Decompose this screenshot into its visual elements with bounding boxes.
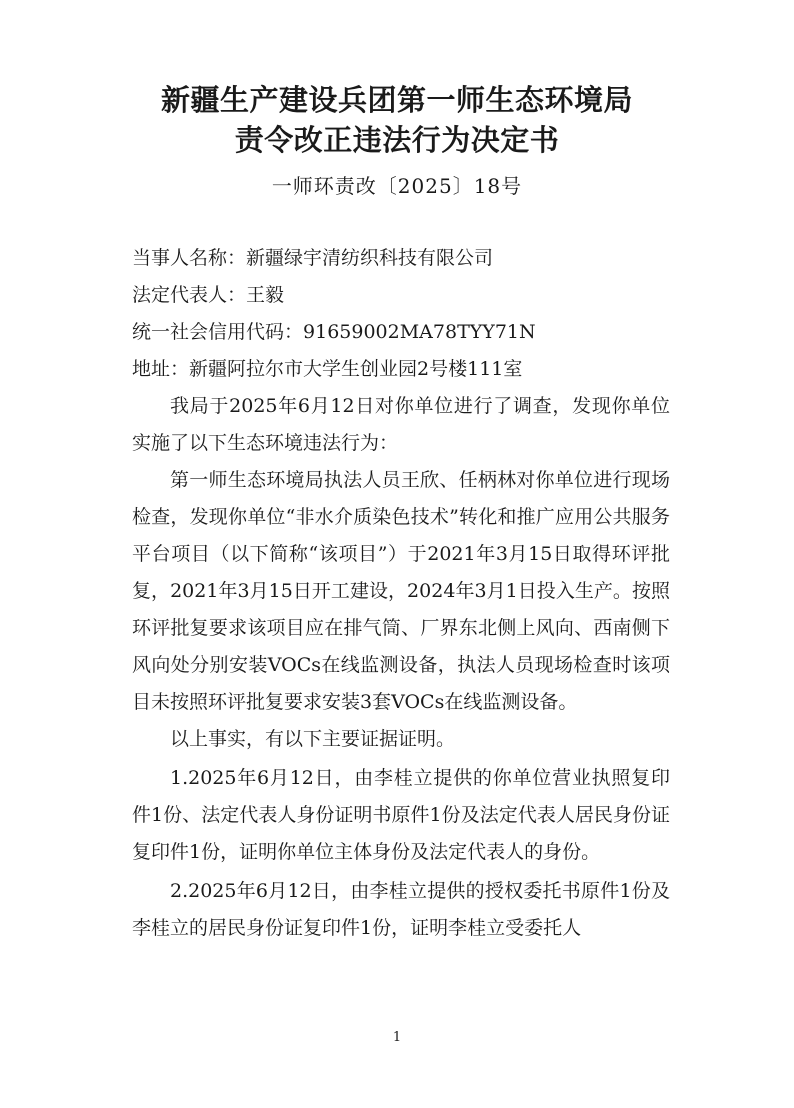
address-value: 新疆阿拉尔市大学生创业园2号楼111室 bbox=[189, 358, 523, 380]
document-title-agency: 新疆生产建设兵团第一师生态环境局 bbox=[160, 83, 633, 117]
violation-facts-paragraph: 第一师生态环境局执法人员王欣、任柄林对你单位进行现场检查，发现你单位“非水介质染色技术”转化和推广应用公共服务平台项目（以下简称“该项目”）于2021年3月15日取得环评批复，2021年3月15日开工建设，2024年3月1日投入生产。按照环评批复要求该项目应在排气筒、厂界东北侧上风向、西南侧下风向处分别安装VOCs在线监测设备，执法人员现场检查时该项目未按照环评批复要求安装3套VOCs在线监测设备。 bbox=[132, 469, 670, 713]
page-number: 1 bbox=[392, 1030, 402, 1045]
address-label: 地址： bbox=[132, 358, 190, 380]
evidence-item-2: 2.2025年6月12日，由李桂立提供的授权委托书原件1份及李桂立的居民身份证复印件1份，证明李桂立受委托人 bbox=[132, 880, 670, 939]
party-name-label: 当事人名称： bbox=[132, 247, 247, 269]
document-body bbox=[132, 240, 670, 947]
credit-code-label: 统一社会信用代码： bbox=[132, 321, 304, 343]
party-name-value: 新疆绿宇清纺织科技有限公司 bbox=[246, 247, 494, 269]
credit-code-value: 91659002MA78TYY71N bbox=[303, 321, 536, 343]
investigation-paragraph: 我局于2025年6月12日对你单位进行了调查，发现你单位实施了以下生态环境违法行为： bbox=[132, 395, 670, 454]
document-title: 责令改正违法行为决定书 bbox=[234, 123, 560, 157]
legal-representative-label: 法定代表人： bbox=[132, 284, 247, 306]
evidence-item-1: 1.2025年6月12日，由李桂立提供的你单位营业执照复印件1份、法定代表人身份证明书原件1份及法定代表人居民身份证复印件1份，证明你单位主体身份及法定代表人的身份。 bbox=[132, 767, 670, 863]
legal-representative-value: 王毅 bbox=[246, 284, 285, 306]
credit-code-line bbox=[132, 314, 670, 351]
party-name-line bbox=[132, 240, 670, 277]
evidence-intro-paragraph: 以上事实，有以下主要证据证明。 bbox=[170, 728, 456, 750]
legal-representative-line bbox=[132, 277, 670, 314]
document-number: 一师环责改〔2025〕18号 bbox=[271, 174, 523, 198]
address-line bbox=[132, 351, 670, 388]
